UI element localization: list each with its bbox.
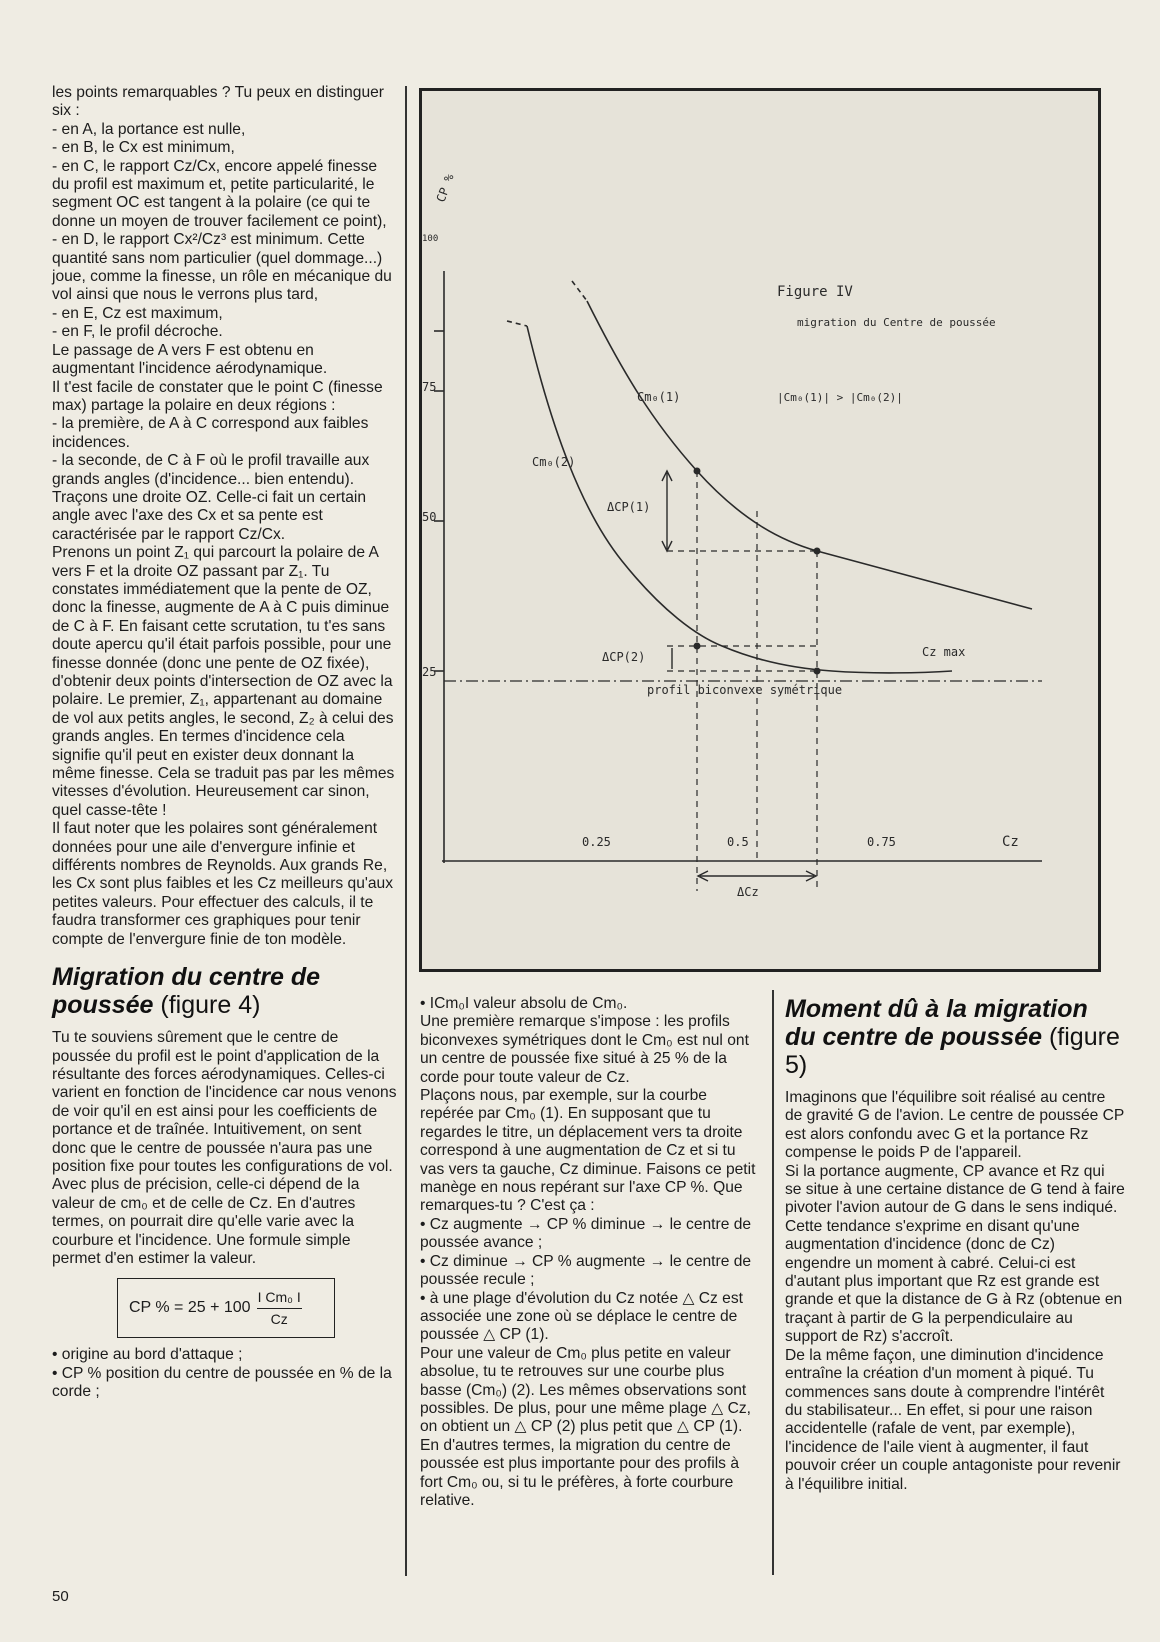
section-heading-moment: Moment dû à la migration du centre de poussée (figure 5) <box>785 995 1120 1079</box>
y-tick-25: 25 <box>422 665 437 679</box>
paragraph: - la première, de A à C correspond aux faibles incidences. <box>52 415 369 451</box>
delta-cz-label: ΔCz <box>737 885 759 899</box>
formula-legend-bullets <box>52 1346 397 1401</box>
paragraph: - en A, la portance est nulle, <box>52 120 246 138</box>
left-column <box>52 84 397 1401</box>
curve1-label: Cm₀(1) <box>637 390 681 404</box>
cp-formula <box>117 1278 335 1338</box>
middle-column-paragraphs <box>420 995 760 1510</box>
delta-cp1-label: ΔCP(1) <box>607 500 651 514</box>
point-curve1-a <box>694 468 701 475</box>
paragraph: • Cz augmente → CP % diminue → le centre de poussée avance ; <box>420 1215 752 1252</box>
paragraph: Prenons un point Z₁ qui parcourt la polaire de A vers F et la droite OZ passant par Z₁. Tu constates immédiatement que la pente de OZ, donc la finesse, augmente de A à C puis diminue de C à F. En faisant cette scrutation, tu t'es sans doute apercu qu'il était parfois possible, pour une finesse donnée (donc une pente de OZ fixée), d'obtenir deux points d'intersection de OZ avec la polaire. Le premier, Z₁, appartenant au domaine de vol aux petits angles, le second, Z₂ à celui des grands angles. En termes d'incidence cela signifie qu'il peut en exister deux donnant la même finesse. Cela se traduit pas par les mêmes vitesses d'évolution. Heureusement car sinon, quel casse-tête ! <box>52 544 395 819</box>
paragraph: Traçons une droite OZ. Celle-ci fait un certain angle avec l'axe des Cx et sa pente est caractérisée par le rapport Cz/Cx. <box>52 488 367 543</box>
baseline-label: profil biconvexe symétrique <box>647 683 843 697</box>
curve2-label: Cm₀(2) <box>532 455 576 469</box>
paragraph: Le passage de A vers F est obtenu en augmentant l'incidence aérodynamique. <box>52 341 328 378</box>
paragraph: Si la portance augmente, CP avance et Rz qui se situe à une certaine distance de G tend à faire pivoter l'avion autour de G dans le sens indiqué. Cette tendance s'exprime en disant qu'une augmentation d'incidence (donc de Cz) engendre un moment à cabré. Celui-ci est d'autant plus important que Rz est grande est grande et que la distance de G à Rz (obtenue en traçant à partir de G la perpendiculaire au support de Rz) s'accroît. <box>785 1162 1125 1346</box>
paragraph: - en E, Cz est maximum, <box>52 304 223 322</box>
y-tick-75: 75 <box>422 380 437 394</box>
left-column-paragraphs <box>52 84 397 949</box>
paragraph: • ICm₀I valeur absolu de Cm₀. <box>420 995 628 1012</box>
point-curve2-a <box>694 643 701 650</box>
figure-cp-migration <box>419 88 1101 972</box>
paragraph: les points remarquables ? Tu peux en distinguer six : <box>52 84 384 120</box>
inequality-label: |Cm₀(1)| > |Cm₀(2)| <box>777 391 903 404</box>
paragraph: - en D, le rapport Cx²/Cz³ est minimum. Cette quantité sans nom particulier (quel dommage...) joue, comme la finesse, un rôle en mécanique du vol ainsi que nous le verrons plus tard, <box>52 231 392 304</box>
x-tick-075: 0.75 <box>867 835 896 849</box>
paragraph: Une première remarque s'impose : les profils biconvexes symétriques dont le Cm₀ est nul ont un centre de poussée fixe situé à 25 % de la corde pour toute valeur de Cz. <box>420 1013 749 1086</box>
paragraph: Imaginons que l'équilibre soit réalisé au centre de gravité G de l'avion. Le centre de poussée CP est alors confondu avec G et la portance Rz compense le poids P de l'appareil. <box>785 1089 1125 1162</box>
bullet-item: • CP % position du centre de poussée en % de la corde ; <box>52 1364 392 1400</box>
page-number: 50 <box>52 1588 69 1605</box>
curve-cm0-2 <box>527 326 952 673</box>
x-axis-label: Cz <box>1002 834 1019 850</box>
figure-svg <box>422 91 1098 969</box>
formula-numerator: I Cm₀ I <box>257 1287 302 1308</box>
paragraph: • à une plage d'évolution du Cz notée △ Cz est associée une zone où se déplace le centre de poussée △ CP (1). <box>420 1289 743 1344</box>
formula-denominator: Cz <box>270 1310 288 1327</box>
paragraph: Pour une valeur de Cm₀ plus petite en valeur absolue, tu te retrouves sur une courbe plus basse (Cm₀) (2). Les mêmes observations sont possibles. De plus, pour une même plage △ Cz, on obtient un △ CP (2) plus petit que △ CP (1). En d'autres termes, la migration du centre de poussée est plus importante pour des profils à fort Cm₀ ou, si tu le préfères, à forte courbure relative. <box>420 1344 751 1509</box>
delta-cp2-label: ΔCP(2) <box>602 650 646 664</box>
section-heading-migration: Migration du centre de poussée (figure 4) <box>52 963 321 1020</box>
bullet-item: • origine au bord d'attaque ; <box>52 1346 243 1364</box>
figure-title: Figure IV <box>777 284 853 300</box>
right-column-paragraphs <box>785 1089 1125 1494</box>
right-column <box>785 995 1125 1494</box>
x-tick-05: 0.5 <box>727 835 749 849</box>
paragraph: - la seconde, de C à F où le profil travaille aux grands angles (d'incidence... bien entendu). <box>52 452 370 488</box>
paragraph: - en B, le Cx est minimum, <box>52 139 235 157</box>
y-tick-100: 100 <box>422 234 439 244</box>
curve-cm0-1 <box>587 301 1032 609</box>
paragraph: Il faut noter que les polaires sont généralement données pour une aile d'envergure infinie et différents nombres de Reynolds. Aux grands Re, les Cx sont plus faibles et les Cz meilleurs qu'aux petites valeurs. Pour effectuer des calculs, il te faudra transformer ces graphiques pour tenir compte de l'envergure finie de ton modèle. <box>52 820 393 948</box>
migration-intro-paragraph: Tu te souviens sûrement que le centre de poussée du profil est le point d'application de la résultante des forces aérodynamiques. Celles-ci varient en fonction de l'incidence car nous venons de voir qu'il en est ainsi pour les coefficients de portance et de traînée. Intuitivement, on sent donc que le centre de poussée n'aura pas une position fixe pour toutes les configurations de vol. Avec plus de précision, celle-ci dépend de la valeur de cm₀ et de celle de Cz. En d'autres termes, on pourrait dire qu'elle varie avec la courbure et l'incidence. Une formule simple permet d'en estimer la valeur. <box>52 1029 397 1267</box>
column-divider-1 <box>405 86 407 1576</box>
paragraph: - en C, le rapport Cz/Cx, encore appelé finesse du profil est maximum et, petite particularité, le segment OC est tangent à la polaire (ce qui te donne un moyen de trouver facilement ce point), <box>52 157 387 230</box>
formula-lhs: CP % = 25 + 100 <box>129 1299 251 1317</box>
curve-cm0-1-dashed <box>572 281 587 301</box>
point-curve1-b <box>814 548 821 555</box>
czmax-label: Cz max <box>922 645 966 659</box>
y-tick-50: 50 <box>422 510 437 524</box>
column-divider-2 <box>772 990 774 1575</box>
paragraph: De la même façon, une diminution d'incidence entraîne la création d'un moment à piqué. Tu commences sans doute à comprendre l'intérêt du stabilisateur... En effet, si pour une raison accidentelle (rafale de vent, par exemple), l'incidence de l'aile vient à augmenter, il faut pouvoir créer un couple antagoniste pour revenir à l'équilibre initial. <box>785 1346 1121 1493</box>
paragraph: Il t'est facile de constater que le point C (finesse max) partage la polaire en deux régions : <box>52 378 383 414</box>
x-tick-025: 0.25 <box>582 835 611 849</box>
curve-cm0-2-dashed <box>507 321 527 326</box>
middle-column <box>420 995 760 1510</box>
paragraph: - en F, le profil décroche. <box>52 323 223 341</box>
figure-subtitle: migration du Centre de poussée <box>797 316 996 329</box>
paragraph: • Cz diminue → CP % augmente → le centre de poussée recule ; <box>420 1252 752 1289</box>
point-curve2-b <box>814 668 821 675</box>
paragraph: Plaçons nous, par exemple, sur la courbe repérée par Cm₀ (1). En supposant que tu regardes le titre, un déplacement vers ta droite correspond à une augmentation de Cz et si tu vas vers ta gauche, Cz diminue. Faisons ce petit manège en nous repérant sur l'axe CP %. Que remarques-tu ? C'est ça : <box>420 1087 756 1215</box>
y-axis-label: CP % <box>433 172 457 205</box>
